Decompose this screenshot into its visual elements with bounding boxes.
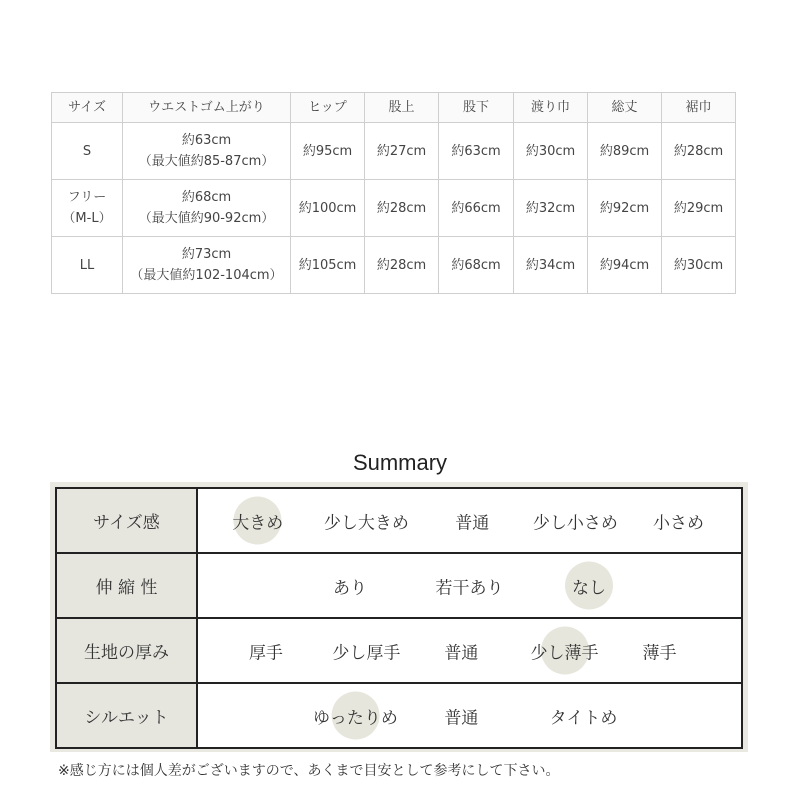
hem-cell: 約29cm (662, 180, 736, 237)
hip-cell: 約105cm (291, 237, 365, 294)
inseam-cell: 約68cm (439, 237, 514, 294)
inseam-cell: 約63cm (439, 123, 514, 180)
summary-option-selected: 少し薄手 (531, 638, 599, 663)
summary-option: 若干あり (435, 578, 504, 598)
rise-cell: 約28cm (365, 180, 439, 237)
size-cell: フリー （M-L） (52, 180, 123, 237)
summary-option: 小さめ (653, 513, 705, 533)
hip-cell: 約95cm (291, 123, 365, 180)
size-cell: S (52, 123, 123, 180)
hip-cell: 約100cm (291, 180, 365, 237)
summary-options (198, 554, 741, 617)
table-row (52, 123, 736, 180)
table-row (52, 180, 736, 237)
waist-cell: 約63cm （最大値約85-87cm） (123, 123, 291, 180)
size-cell: LL (52, 237, 123, 294)
summary-option: 少し小さめ (532, 513, 618, 533)
header-hip: ヒップ (291, 93, 365, 123)
summary-label: 生地の厚み (56, 618, 197, 683)
waist-cell: 約68cm （最大値約90-92cm） (123, 180, 291, 237)
summary-options (198, 619, 741, 682)
summary-option-selected: ゆったりめ (313, 703, 398, 728)
summary-option-selected: なし (572, 573, 606, 598)
summary-row-thickness (56, 618, 742, 683)
size-table (51, 92, 736, 294)
summary-option: あり (333, 578, 368, 598)
header-thigh: 渡り巾 (514, 93, 588, 123)
summary-label: 伸 縮 性 (56, 553, 197, 618)
summary-option: 厚手 (248, 643, 283, 663)
length-cell: 約94cm (588, 237, 662, 294)
summary-options (198, 684, 741, 747)
inseam-cell: 約66cm (439, 180, 514, 237)
summary-option: 少し厚手 (332, 643, 401, 663)
header-length: 総丈 (588, 93, 662, 123)
summary-label: サイズ感 (56, 488, 197, 553)
summary-row-stretch (56, 553, 742, 618)
rise-cell: 約27cm (365, 123, 439, 180)
waist-cell: 約73cm （最大値約102-104cm） (123, 237, 291, 294)
thigh-cell: 約32cm (514, 180, 588, 237)
summary-option: 普通 (444, 643, 479, 663)
size-table-header-row (52, 93, 736, 123)
summary-table (55, 487, 743, 749)
summary-option-selected: 大きめ (232, 508, 283, 533)
thigh-cell: 約34cm (514, 237, 588, 294)
summary-row-silhouette (56, 683, 742, 748)
header-waist: ウエストゴム上がり (123, 93, 291, 123)
rise-cell: 約28cm (365, 237, 439, 294)
hem-cell: 約28cm (662, 123, 736, 180)
length-cell: 約89cm (588, 123, 662, 180)
disclaimer-note: ※感じ方には個人差がございますので、あくまで目安として参考にして下さい。 (58, 763, 560, 779)
summary-option: 薄手 (642, 643, 677, 663)
summary-option: 普通 (455, 513, 490, 533)
thigh-cell: 約30cm (514, 123, 588, 180)
hem-cell: 約30cm (662, 237, 736, 294)
table-row (52, 237, 736, 294)
summary-label: シルエット (56, 683, 197, 748)
summary-option: 普通 (444, 708, 479, 728)
summary-option: 少し大きめ (323, 513, 409, 533)
summary-row-size-feel (56, 488, 742, 553)
header-rise: 股上 (365, 93, 439, 123)
summary-title: Summary (352, 450, 448, 475)
header-hem: 裾巾 (662, 93, 736, 123)
header-size: サイズ (52, 93, 123, 123)
header-inseam: 股下 (439, 93, 514, 123)
summary-options (198, 489, 741, 552)
summary-frame (50, 482, 748, 752)
length-cell: 約92cm (588, 180, 662, 237)
summary-option: タイトめ (549, 708, 618, 728)
